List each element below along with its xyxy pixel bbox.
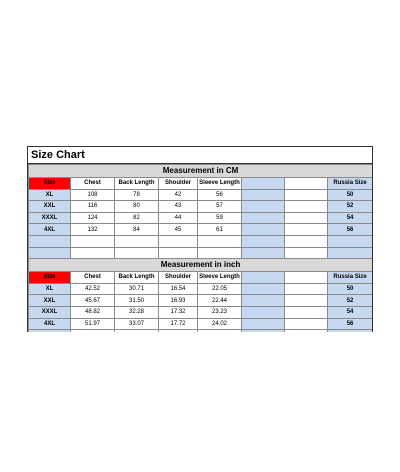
sleeve-length-cell: 57 <box>198 201 242 213</box>
blank-cell <box>285 201 328 213</box>
blank-cell <box>159 235 198 247</box>
shoulder-cell: 16.93 <box>159 295 198 307</box>
chest-cell: 132 <box>71 224 115 236</box>
blank-cell <box>242 201 285 213</box>
blank-cell <box>115 330 159 332</box>
blank-cell <box>29 330 71 332</box>
shoulder-cell: 45 <box>159 224 198 236</box>
russia-size-cell: 56 <box>328 318 373 330</box>
blank-cell <box>159 247 198 259</box>
shoulder-cell: 44 <box>159 212 198 224</box>
blank-cell <box>242 283 285 295</box>
section-header-inch <box>29 259 373 272</box>
blank-cell <box>242 189 285 201</box>
sleeve-length-cell: 22.05 <box>198 283 242 295</box>
sleeve-length-cell: 22.44 <box>198 295 242 307</box>
table-row <box>29 212 373 224</box>
table-row <box>29 224 373 236</box>
section-heading-cm: Measurement in CM <box>29 165 373 178</box>
size-cell: XXXL <box>29 306 71 318</box>
russia-size-cell: 54 <box>328 212 373 224</box>
blank-cell <box>328 330 373 332</box>
russia-size-cell: 52 <box>328 201 373 213</box>
blank-cell <box>242 247 285 259</box>
chest-cell: 116 <box>71 201 115 213</box>
blank-cell <box>198 235 242 247</box>
column-header-chest: Chest <box>71 178 115 190</box>
shoulder-cell: 43 <box>159 201 198 213</box>
blank-cell <box>285 235 328 247</box>
back-length-cell: 31.50 <box>115 295 159 307</box>
size-chart-table <box>28 164 373 332</box>
blank-cell <box>242 212 285 224</box>
blank-cell <box>115 247 159 259</box>
column-header-back-length: Back Length <box>115 178 159 190</box>
blank-cell <box>242 330 285 332</box>
chest-cell: 42.52 <box>71 283 115 295</box>
blank-cell <box>285 306 328 318</box>
blank-cell <box>285 283 328 295</box>
empty-row <box>29 330 373 332</box>
size-cell: 4XL <box>29 224 71 236</box>
empty-row <box>29 247 373 259</box>
russia-size-cell: 54 <box>328 306 373 318</box>
back-length-cell: 82 <box>115 212 159 224</box>
back-length-cell: 84 <box>115 224 159 236</box>
chest-cell: 124 <box>71 212 115 224</box>
column-header-row-inch <box>29 272 373 284</box>
column-header-blank <box>242 272 285 284</box>
blank-cell <box>242 224 285 236</box>
blank-cell <box>285 224 328 236</box>
blank-cell <box>198 330 242 332</box>
shoulder-cell: 16.54 <box>159 283 198 295</box>
section-heading-inch: Measurement in inch <box>29 259 373 272</box>
column-header-chest: Chest <box>71 272 115 284</box>
column-header-russia-size: Russia Size <box>328 272 373 284</box>
size-cell: XXXL <box>29 212 71 224</box>
size-cell: XL <box>29 283 71 295</box>
blank-cell <box>242 235 285 247</box>
back-length-cell: 32.28 <box>115 306 159 318</box>
blank-cell <box>242 295 285 307</box>
size-cell: XL <box>29 189 71 201</box>
shoulder-cell: 17.72 <box>159 318 198 330</box>
blank-cell <box>242 306 285 318</box>
table-row <box>29 201 373 213</box>
back-length-cell: 78 <box>115 189 159 201</box>
shoulder-cell: 42 <box>159 189 198 201</box>
size-cell: XXL <box>29 295 71 307</box>
russia-size-cell: 56 <box>328 224 373 236</box>
chest-cell: 48.82 <box>71 306 115 318</box>
russia-size-cell: 50 <box>328 283 373 295</box>
size-chart-title: Size Chart <box>28 147 372 164</box>
table-row <box>29 306 373 318</box>
blank-cell <box>285 330 328 332</box>
blank-cell <box>71 330 115 332</box>
column-header-blank <box>285 272 328 284</box>
blank-cell <box>285 189 328 201</box>
table-row <box>29 283 373 295</box>
column-header-blank <box>242 178 285 190</box>
table-row <box>29 318 373 330</box>
back-length-cell: 80 <box>115 201 159 213</box>
blank-cell <box>71 235 115 247</box>
sleeve-length-cell: 23.23 <box>198 306 242 318</box>
blank-cell <box>29 235 71 247</box>
empty-row <box>29 235 373 247</box>
sleeve-length-cell: 56 <box>198 189 242 201</box>
blank-cell <box>242 318 285 330</box>
column-header-size: Size <box>29 178 71 190</box>
shoulder-cell: 17.32 <box>159 306 198 318</box>
chest-cell: 51.97 <box>71 318 115 330</box>
blank-cell <box>29 247 71 259</box>
size-cell: 4XL <box>29 318 71 330</box>
column-header-sleeve-length: Sleeve Length <box>198 178 242 190</box>
column-header-shoulder: Shoulder <box>159 272 198 284</box>
blank-cell <box>71 247 115 259</box>
blank-cell <box>159 330 198 332</box>
column-header-sleeve-length: Sleeve Length <box>198 272 242 284</box>
blank-cell <box>328 247 373 259</box>
column-header-row-cm <box>29 178 373 190</box>
table-row <box>29 295 373 307</box>
blank-cell <box>285 295 328 307</box>
back-length-cell: 30.71 <box>115 283 159 295</box>
size-chart-sheet <box>27 146 373 332</box>
chest-cell: 45.67 <box>71 295 115 307</box>
column-header-russia-size: Russia Size <box>328 178 373 190</box>
chest-cell: 108 <box>71 189 115 201</box>
blank-cell <box>328 235 373 247</box>
column-header-blank <box>285 178 328 190</box>
russia-size-cell: 50 <box>328 189 373 201</box>
back-length-cell: 33.07 <box>115 318 159 330</box>
sleeve-length-cell: 59 <box>198 212 242 224</box>
column-header-size: Size <box>29 272 71 284</box>
size-cell: XXL <box>29 201 71 213</box>
blank-cell <box>198 247 242 259</box>
sleeve-length-cell: 24.02 <box>198 318 242 330</box>
russia-size-cell: 52 <box>328 295 373 307</box>
column-header-shoulder: Shoulder <box>159 178 198 190</box>
table-row <box>29 189 373 201</box>
sleeve-length-cell: 61 <box>198 224 242 236</box>
section-header-cm <box>29 165 373 178</box>
blank-cell <box>115 235 159 247</box>
blank-cell <box>285 212 328 224</box>
blank-cell <box>285 247 328 259</box>
blank-cell <box>285 318 328 330</box>
column-header-back-length: Back Length <box>115 272 159 284</box>
